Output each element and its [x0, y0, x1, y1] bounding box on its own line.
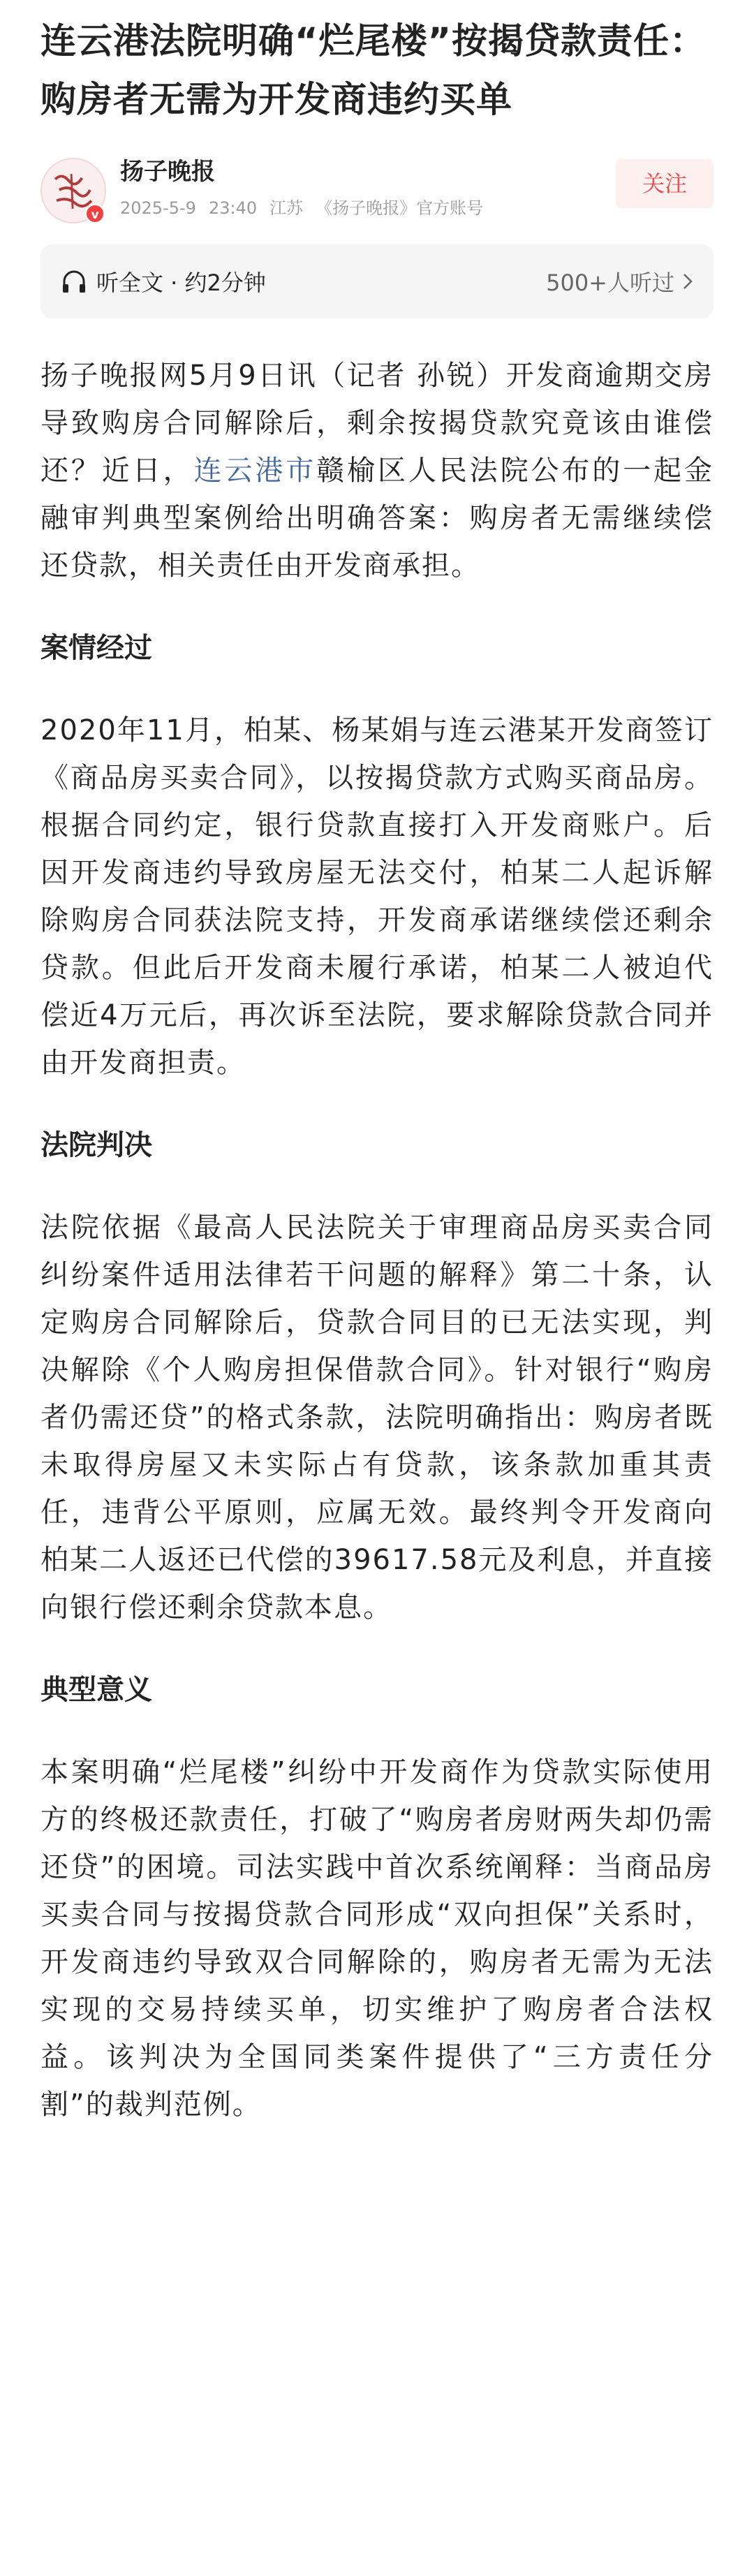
intro-text-b: 赣榆区人民法院公布的一起金融审判典型案例给出明确答案：购房者无需继续偿还贷款，相关责任由开发商承担。	[40, 455, 714, 582]
author-name[interactable]: 扬子晚报	[120, 158, 215, 186]
article-body	[40, 352, 714, 2128]
section-heading-significance: 典型意义	[40, 1674, 152, 1706]
publish-date: 2025-5-9	[120, 198, 196, 218]
follow-button[interactable]: 关注	[616, 159, 714, 208]
publish-location: 江苏	[269, 198, 304, 218]
headphone-icon	[60, 267, 88, 295]
paragraph-significance: 本案明确“烂尾楼”纠纷中开发商作为贷款实际使用方的终极还款责任，打破了“购房者房财两失却仍需还贷”的困境。司法实践中首次系统阐释：当商品房买卖合同与按揭贷款合同形成“双向担保”关系时，开发商违约导致双合同解除的，购房者无需为无法实现的交易持续买单，切实维护了购房者合法权益。该判决为全国同类案件提供了“三方责任分割”的裁判范例。	[40, 1756, 714, 2121]
listen-count: 500+人听过	[546, 270, 674, 296]
section-heading-judgment: 法院判决	[40, 1129, 152, 1161]
article-title: 连云港法院明确“烂尾楼”按揭贷款责任：购房者无需为开发商违约买单	[40, 21, 707, 121]
section-heading-case: 案情经过	[40, 632, 152, 664]
listen-left	[60, 244, 266, 318]
listen-label: 听全文 · 约2分钟	[96, 270, 266, 296]
publish-time: 23:40	[208, 198, 258, 218]
listen-bar[interactable]	[40, 244, 714, 318]
verified-badge: v	[85, 204, 105, 223]
paragraph-case: 2020年11月，柏某、杨某娟与连云港某开发商签订《商品房买卖合同》，以按揭贷款方式购买商品房。根据合同约定，银行贷款直接打入开发商账户。后因开发商违约导致房屋无法交付，柏某二人起诉解除购房合同获法院支持，开发商承诺继续偿还剩余贷款。但此后开发商未履行承诺，柏某二人被迫代偿近4万元后，再次诉至法院，要求解除贷款合同并由开发商担责。	[40, 714, 714, 1079]
intro-text-a: 扬子晚报网5月9日讯（记者 孙锐）开发商逾期交房导致购房合同解除后，剩余按揭贷款究竟该由谁偿还？近日，	[40, 360, 714, 487]
account-type: 《扬子晚报》官方账号	[316, 198, 484, 218]
paragraph-judgment: 法院依据《最高人民法院关于审理商品房买卖合同纠纷案件适用法律若干问题的解释》第二十条，认定购房合同解除后，贷款合同目的已无法实现，判决解除《个人购房担保借款合同》。针对银行“购房者仍需还贷”的格式条款，法院明确指出：购房者既未取得房屋又未实际占有贷款，该条款加重其责任，违背公平原则，应属无效。最终判令开发商向柏某二人返还已代偿的39617.58元及利息，并直接向银行偿还剩余贷款本息。	[40, 1212, 714, 1624]
listen-right	[546, 244, 693, 318]
location-link[interactable]: 连云港市	[193, 455, 317, 487]
paragraph-intro	[40, 352, 714, 589]
author-meta	[120, 196, 496, 221]
author-row	[40, 154, 714, 226]
chevron-right-icon	[683, 273, 693, 290]
